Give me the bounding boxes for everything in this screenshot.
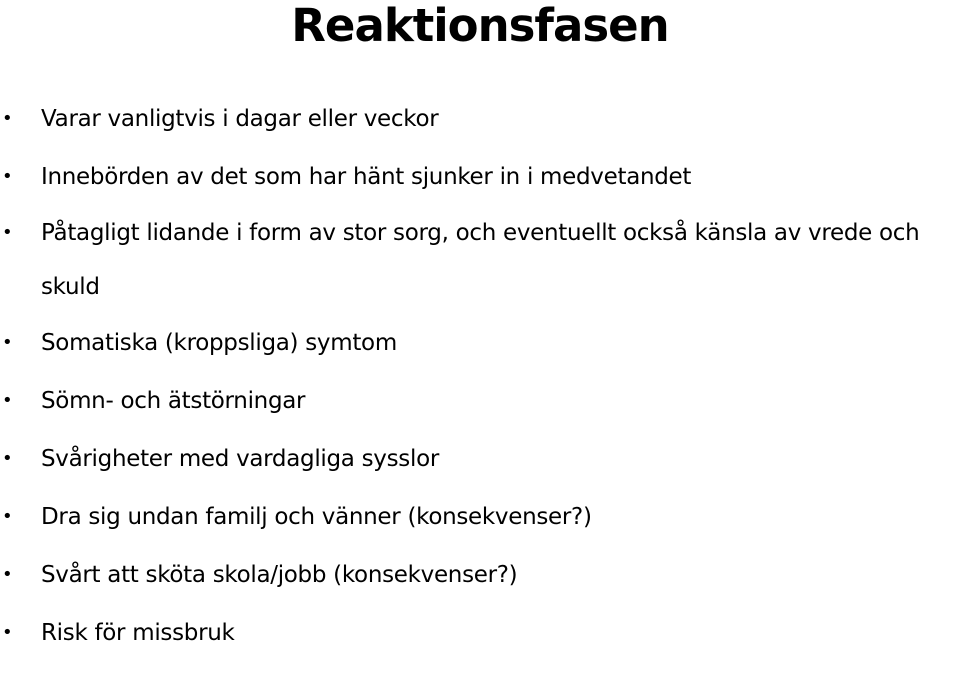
bullet-text: Innebörden av det som har hänt sjunker in i medvetandet [41,164,692,190]
bullet-text: Risk för missbruk [41,620,235,646]
bullet-item [0,488,960,546]
bullet-item [0,546,960,604]
bullet-text: Sömn- och ätstörningar [41,388,306,414]
bullet-text: Svårt att sköta skola/jobb (konsekvenser?) [41,562,518,588]
bullet-item [0,604,960,662]
bullet-item [0,430,960,488]
bullet-icon: • [2,564,13,585]
bullet-text: Dra sig undan familj och vänner (konsekvenser?) [41,504,592,530]
bullet-icon: • [2,222,13,243]
bullet-text: Somatiska (kroppsliga) symtom [41,330,397,356]
bullet-item [0,148,960,206]
bullet-icon: • [2,506,13,527]
slide-title-text: Reaktionsfasen [291,0,669,52]
bullet-item [0,372,960,430]
bullet-icon: • [2,622,13,643]
bullet-icon: • [2,166,13,187]
bullet-list [0,90,960,662]
slide-title [0,0,960,52]
bullet-item [0,314,960,372]
bullet-text: Påtagligt lidande i form av stor sorg, och eventuellt också känsla av vrede och skuld [41,220,920,300]
bullet-icon: • [2,390,13,411]
bullet-item [0,90,960,148]
bullet-text: Varar vanligtvis i dagar eller veckor [41,106,439,132]
bullet-item [0,206,960,314]
bullet-text: Svårigheter med vardagliga sysslor [41,446,439,472]
bullet-icon: • [2,108,13,129]
bullet-icon: • [2,448,13,469]
bullet-icon: • [2,332,13,353]
